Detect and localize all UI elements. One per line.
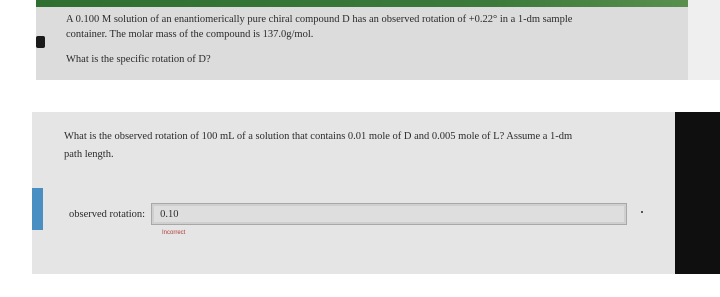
field-handle-dot	[641, 211, 643, 213]
problem-question: What is the specific rotation of D?	[66, 54, 211, 65]
followup-question	[64, 128, 664, 164]
problem-line-2: container. The molar mass of the compound is 137.0g/mol.	[66, 29, 314, 40]
followup-line-1: What is the observed rotation of 100 mL of a solution that contains 0.01 mole of D and 0.005 mole of L? Assume a 1-dm	[64, 131, 573, 142]
followup-line-2: path length.	[64, 149, 114, 160]
problem-statement	[66, 12, 646, 67]
feedback-incorrect: Incorrect	[162, 230, 186, 236]
observed-rotation-input[interactable]	[151, 203, 627, 225]
question-marker-icon	[36, 36, 45, 48]
problem-line-1: A 0.100 M solution of an enantiomerically pure chiral compound D has an observed rotation of +0.22° in a 1-dm sample	[66, 14, 573, 25]
answer-side-indicator	[32, 188, 43, 230]
right-edge-strip	[688, 0, 720, 80]
answer-row	[69, 203, 627, 225]
answer-label: observed rotation:	[69, 208, 146, 220]
header-stripe	[36, 0, 688, 7]
right-dark-edge	[675, 112, 720, 274]
